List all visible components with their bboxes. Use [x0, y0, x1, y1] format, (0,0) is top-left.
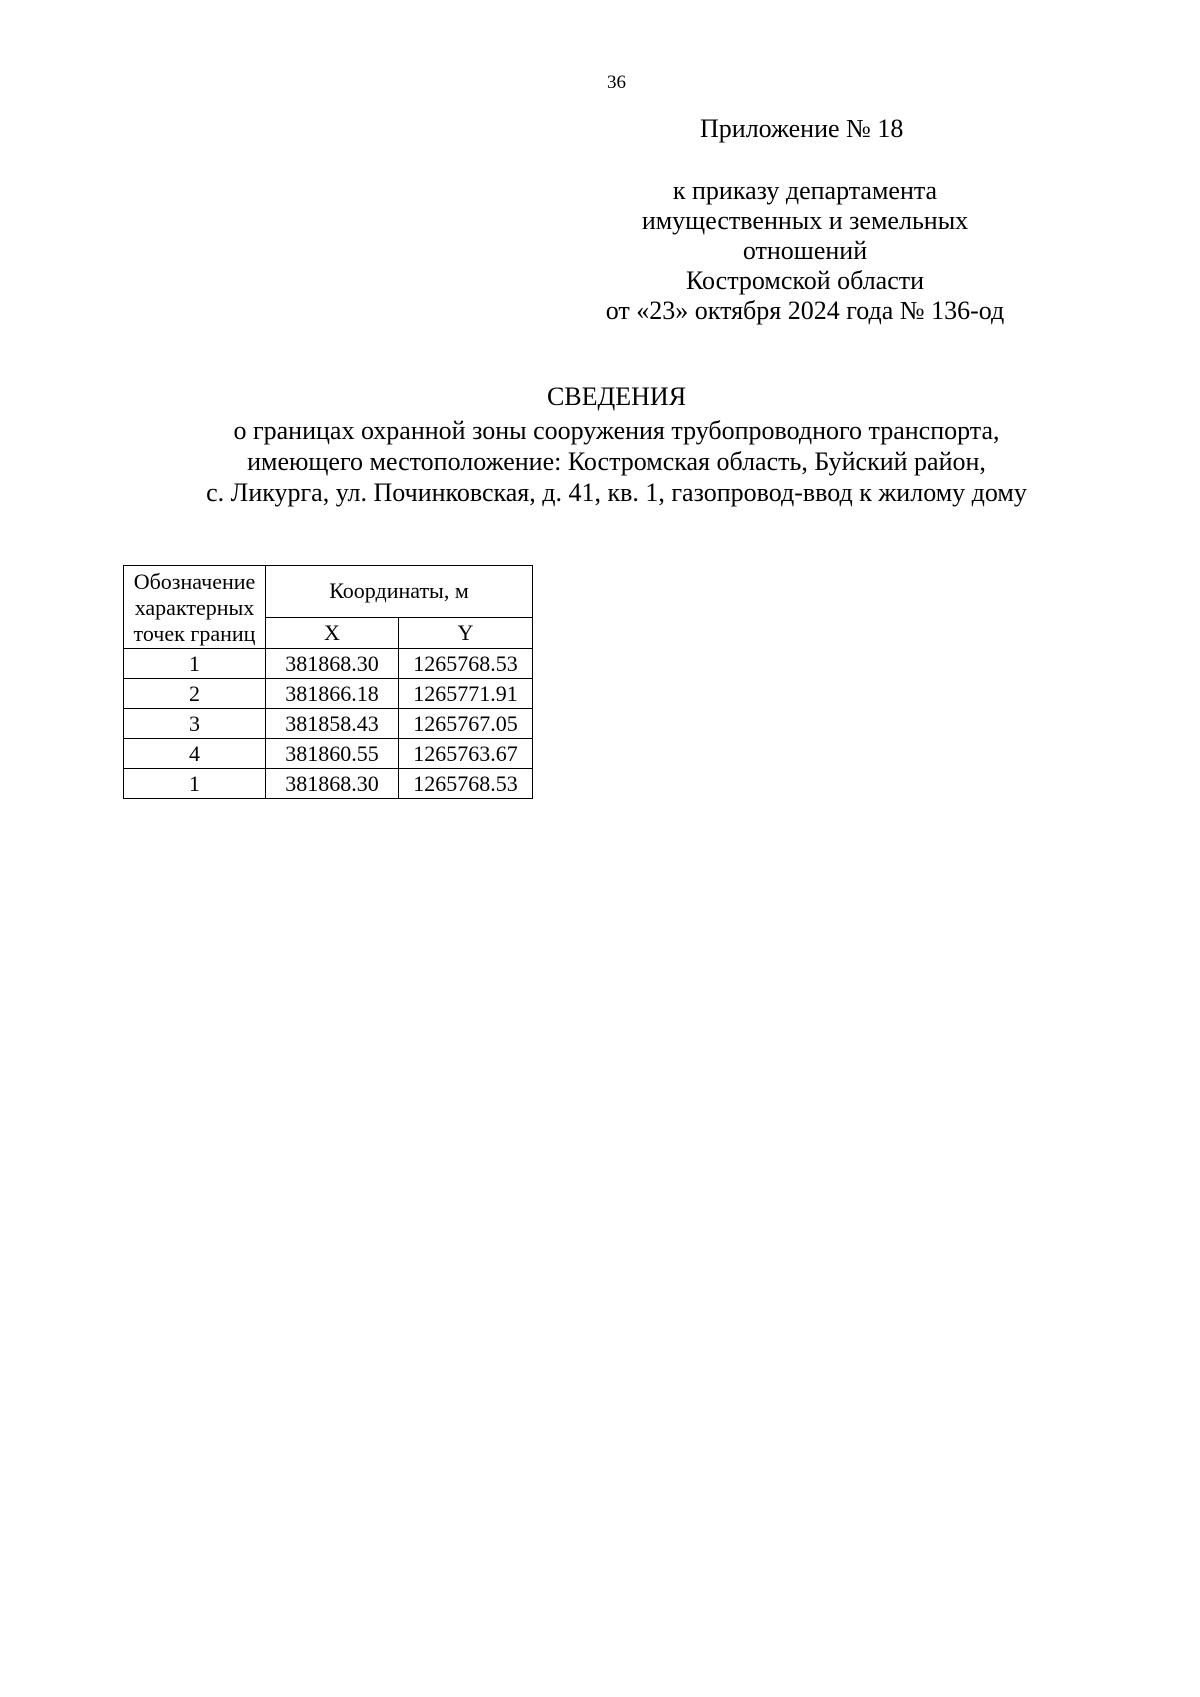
order-reference-line: Костромской области — [685, 266, 925, 295]
header-points-line: Обозначение — [133, 569, 256, 594]
header-x: X — [266, 617, 399, 648]
header-points-line: характерных — [134, 595, 255, 620]
subtitle-line: с. Ликурга, ул. Починковская, д. 41, кв. 1, газопровод-ввод к жилому дому — [206, 478, 1027, 507]
header-coordinates: Координаты, м — [266, 566, 533, 618]
cell-point: 1 — [124, 769, 266, 799]
cell-x: 381860.55 — [266, 739, 399, 769]
cell-x: 381868.30 — [266, 769, 399, 799]
cell-y: 1265771.91 — [399, 679, 533, 709]
header-y: Y — [399, 617, 533, 648]
appendix-title: Приложение № 18 — [700, 114, 904, 143]
cell-point: 4 — [124, 739, 266, 769]
cell-x: 381868.30 — [266, 649, 399, 679]
table-header-row — [124, 566, 533, 618]
table-row — [124, 709, 533, 739]
table-row — [124, 649, 533, 679]
cell-point: 2 — [124, 679, 266, 709]
cell-y: 1265768.53 — [399, 769, 533, 799]
order-reference-line: отношений — [742, 236, 868, 265]
coordinates-table — [123, 565, 533, 799]
cell-point: 3 — [124, 709, 266, 739]
order-reference-line: к приказу департамента — [672, 176, 938, 205]
cell-x: 381866.18 — [266, 679, 399, 709]
cell-point: 1 — [124, 649, 266, 679]
subtitle-line: о границах охранной зоны сооружения трубопроводного транспорта, — [233, 416, 1000, 445]
subtitle-line: имеющего местоположение: Костромская область, Буйский район, — [247, 447, 986, 476]
table-row — [124, 769, 533, 799]
order-reference — [540, 176, 1070, 326]
document-heading: СВЕДЕНИЯ — [546, 382, 687, 411]
header-points — [124, 566, 266, 649]
header-points-line: точек границ — [133, 621, 256, 646]
document-subtitle — [100, 415, 1133, 508]
table-row — [124, 679, 533, 709]
cell-x: 381858.43 — [266, 709, 399, 739]
order-reference-line: от «23» октября 2024 года № 136-од — [605, 296, 1005, 325]
order-reference-line: имущественных и земельных — [641, 206, 969, 235]
cell-y: 1265767.05 — [399, 709, 533, 739]
cell-y: 1265768.53 — [399, 649, 533, 679]
table-row — [124, 739, 533, 769]
cell-y: 1265763.67 — [399, 739, 533, 769]
page-number: 36 — [607, 72, 626, 93]
